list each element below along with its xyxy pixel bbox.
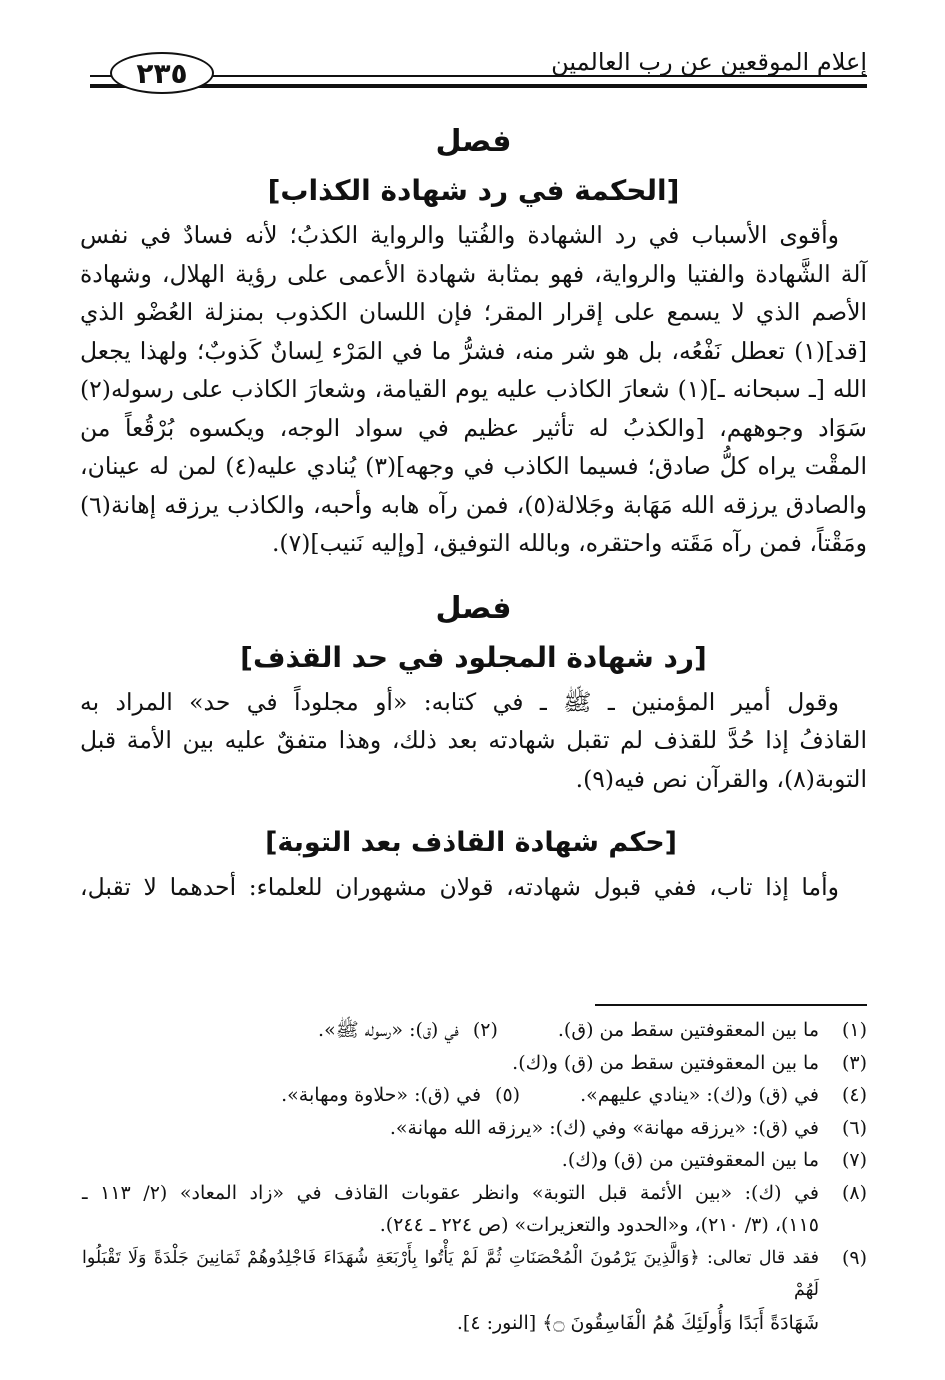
footnote-separator xyxy=(595,1004,867,1006)
text-line: وأقوى الأسباب في رد الشهادة والفُتيا والرواية الكذبُ؛ لأنه فسادٌ في نفس xyxy=(80,221,839,249)
footnotes xyxy=(82,1014,867,1339)
footnote-text: في (ق) و(ك): «ينادي عليهم». xyxy=(580,1084,819,1106)
footnote-row xyxy=(82,1112,867,1145)
footnote-row xyxy=(82,1144,867,1177)
footnote-line: فقد قال تعالى: ﴿وَالَّذِينَ يَرْمُونَ الْمُحْصَنَاتِ ثُمَّ لَمْ يَأْتُوا بِأَرْبَعَةِ شُهَدَاءَ فَاجْلِدُوهُمْ ثَمَانِينَ جَلْدَةً وَلَا تَقْبَلُوا لَهُمْ xyxy=(82,1247,819,1300)
footnote-number: (٩) xyxy=(841,1246,867,1269)
page-number: ٢٣٥ xyxy=(110,52,214,94)
footnote-row xyxy=(82,1079,867,1112)
text-line: القاذفُ إذا حُدَّ للقذف لم تقبل شهادته بعد ذلك، وهذا متفقٌ عليه بين الأمة قبل xyxy=(80,726,867,754)
text-line: سَوَاد وجوههم، [والكذبُ له تأثير عظيم في سواد الوجه، ويكسوه بُرْقُعاً من xyxy=(80,413,867,442)
footnote-number: (٣) xyxy=(841,1051,867,1074)
footnote-text: في (ق): «رسوله ﷺ». xyxy=(318,1019,459,1041)
footnote-text: في (ق): «حلاوة ومهابة». xyxy=(281,1084,482,1106)
footnote-text: في (ق): «يرزقه مهانة» وفي (ك): «يرزقه الله مهانة». xyxy=(389,1116,819,1139)
text-line: وأما إذا تاب، ففي قبول شهادته، قولان مشهوران للعلماء: أحدهما لا تقبل، xyxy=(80,873,839,901)
footnote-line: شَهَادَةً أَبَدًا وَأُولَئِكَ هُمُ الْفَاسِقُونَ ۝﴾ [النور: ٤]. xyxy=(456,1311,819,1334)
footnote-line: في (ك): «بين الأئمة قبل التوبة» وانظر عقوبات القاذف في «زاد المعاد» (٢/ ١١٣ ـ xyxy=(82,1181,820,1204)
section-title-1: [الحكمة في رد شهادة الكذاب] xyxy=(267,174,680,207)
section-title-3: [حكم شهادة القاذف بعد التوبة] xyxy=(265,827,677,858)
footnote-text xyxy=(82,1242,819,1340)
text-line: الأصم الذي لا يسمع على إقرار المقر؛ فإن اللسان الكذوب بمنزلة العُضْو الذي xyxy=(80,298,867,326)
text-line: وقول أمير المؤمنين ـ ﷺ ـ في كتابه: «أو مجلوداً في حد» المراد به xyxy=(80,687,839,716)
text-line: التوبة(٨)، والقرآن نص فيه(٩). xyxy=(575,764,867,793)
footnote-text: ما بين المعقوفتين سقط من (ق). xyxy=(557,1019,819,1041)
section-title-2: [رد شهادة المجلود في حد القذف] xyxy=(240,640,707,674)
footnote-number: (٧) xyxy=(841,1149,867,1171)
section-marker-fasl-1: فصل xyxy=(435,124,512,159)
text-line: المقْت يراه كلُّ صادق؛ فسيما الكاذب في وجهه](٣) يُنادي عليه(٤) لمن له عينان، xyxy=(80,452,867,480)
text-line: والصادق يرزقه الله مَهَابة وجَلالة(٥)، فمن رآه هابه وأحبه، والكاذب يرزقه إهانة(٦) xyxy=(80,490,867,519)
footnote-row xyxy=(82,1177,867,1242)
main-text xyxy=(80,118,867,907)
footnote-row xyxy=(82,1242,867,1340)
text-line: ومَقْتاً، فمن رآه مَقَته واحتقره، وبالله التوفيق، [وإليه نَنيب](٧). xyxy=(271,529,867,557)
footnote-row xyxy=(82,1014,867,1047)
footnote-number: (١) xyxy=(841,1019,867,1041)
section-marker-fasl-2: فصل xyxy=(435,590,512,626)
text-line: آلة الشَّهادة والفتيا والرواية، فهو بمثابة شهادة الأعمى على رؤية الهلال، وشهادة xyxy=(80,259,867,288)
running-title: إعلام الموقعين عن رب العالمين xyxy=(551,48,867,76)
footnote-number: (٦) xyxy=(841,1116,867,1139)
text-line: [قد](١) تعطل نَفْعُه، بل هو شر منه، فشرُّ ما في المَرْء لِسانٌ كَذوبٌ؛ ولهذا يجعل xyxy=(80,336,867,365)
footnote-text xyxy=(82,1177,819,1242)
paragraph-1 xyxy=(80,216,867,563)
footnote-line: ١١٥)، (٣/ ٢١٠)، و«الحدود والتعزيرات» (ص ٢٢٤ ـ ٢٤٤). xyxy=(379,1214,819,1236)
footnote-number: (٥) xyxy=(495,1084,521,1106)
footnote-number: (٤) xyxy=(841,1084,867,1106)
footnote-number: (٨) xyxy=(841,1181,867,1204)
header-rule-thick xyxy=(90,84,867,88)
paragraph-2 xyxy=(80,683,867,799)
text-line: الله [ـ سبحانه ـ](١) شعارَ الكاذب عليه يوم القيامة، وشعارَ الكاذب على رسوله(٢) xyxy=(80,375,867,403)
footnote-number: (٢) xyxy=(472,1019,498,1041)
paragraph-3 xyxy=(80,868,867,907)
footnote-row xyxy=(82,1047,867,1080)
footnote-text: ما بين المعقوفتين من (ق) و(ك). xyxy=(561,1149,819,1171)
footnote-text: ما بين المعقوفتين سقط من (ق) و(ك). xyxy=(512,1051,819,1074)
